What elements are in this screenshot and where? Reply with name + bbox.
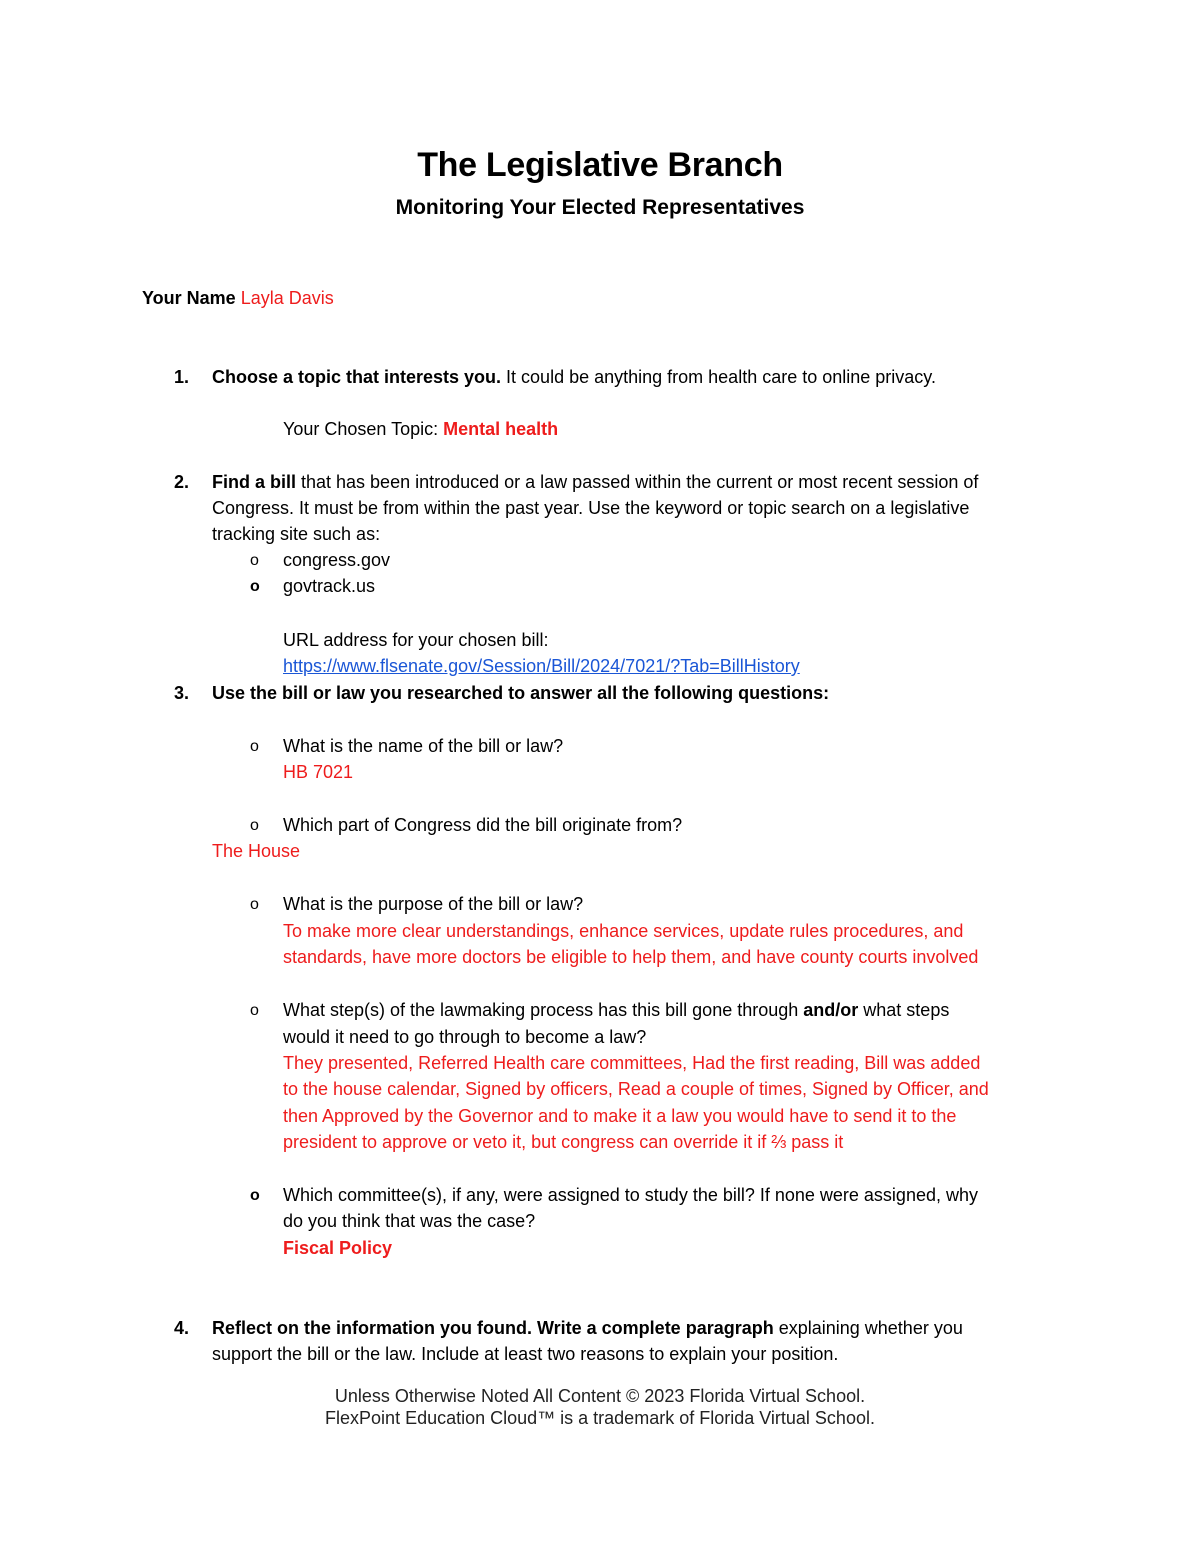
committee-question-line-2: do you think that was the case?	[283, 1211, 536, 1231]
purpose-answer-line-1: To make more clear understandings, enhance services, update rules procedures, and	[283, 921, 964, 941]
steps-answer-line-3: then Approved by the Governor and to make it a law you would have to send it to the	[283, 1106, 957, 1126]
bill-name-question: What is the name of the bill or law?	[283, 736, 564, 756]
topic-row	[283, 416, 558, 442]
question-4-line-2: support the bill or the law. Include at least two reasons to explain your position.	[212, 1344, 839, 1364]
url-label: URL address for your chosen bill:	[283, 630, 549, 650]
bullet-icon: o	[250, 578, 260, 595]
bullet-icon: o	[250, 1187, 260, 1204]
steps-question-line-2: would it need to go through to become a law?	[283, 1027, 647, 1047]
steps-question-part-a: What step(s) of the lawmaking process has this bill gone through	[283, 1000, 804, 1020]
question-4-bold: Reflect on the information you found. Write a complete paragraph	[212, 1318, 774, 1338]
question-3-number: 3.	[174, 683, 190, 703]
question-2-line-1	[212, 469, 978, 495]
question-4-number: 4.	[174, 1318, 190, 1338]
steps-question-line-1	[283, 997, 949, 1023]
steps-answer-line-1: They presented, Referred Health care committees, Had the first reading, Bill was added	[283, 1053, 981, 1073]
page-subtitle: Monitoring Your Elected Representatives	[395, 196, 805, 219]
question-2-line-1-text: that has been introduced or a law passed within the current or most recent session of	[296, 472, 979, 492]
steps-answer-line-4: president to approve or veto it, but congress can override it if ⅔ pass it	[283, 1132, 844, 1152]
question-2-number: 2.	[174, 472, 190, 492]
bullet-icon: o	[250, 552, 259, 569]
purpose-answer-line-2: standards, have more doctors be eligible to help them, and have county courts involved	[283, 947, 979, 967]
footer-trademark: FlexPoint Education Cloud™ is a trademark of Florida Virtual School.	[325, 1408, 875, 1428]
steps-question-andor: and/or	[803, 1000, 859, 1020]
name-label: Your Name	[142, 288, 236, 308]
question-1-text	[212, 364, 936, 390]
bill-url-link[interactable]: https://www.flsenate.gov/Session/Bill/2024/7021/?Tab=BillHistory	[283, 656, 800, 676]
question-4-line-1-text: explaining whether you	[773, 1318, 963, 1338]
purpose-question: What is the purpose of the bill or law?	[283, 894, 584, 914]
question-1-number: 1.	[174, 367, 190, 387]
topic-value: Mental health	[443, 419, 559, 439]
committee-question-line-1: Which committee(s), if any, were assigned to study the bill? If none were assigned, why	[283, 1185, 978, 1205]
committee-answer: Fiscal Policy	[283, 1238, 393, 1258]
question-2-bold: Find a bill	[212, 472, 296, 492]
question-3-heading: Use the bill or law you researched to answer all the following questions:	[212, 683, 830, 703]
question-2-line-3: tracking site such as:	[212, 524, 381, 544]
question-1-rest: It could be anything from health care to online privacy.	[501, 367, 936, 387]
origin-answer: The House	[212, 841, 301, 861]
steps-question-part-c: what steps	[858, 1000, 950, 1020]
origin-question: Which part of Congress did the bill originate from?	[283, 815, 683, 835]
question-4-line-1	[212, 1315, 963, 1341]
steps-answer-line-2: to the house calendar, Signed by officers, Read a couple of times, Signed by Officer, and	[283, 1079, 989, 1099]
bullet-icon: o	[250, 817, 259, 834]
topic-label: Your Chosen Topic:	[283, 419, 444, 439]
bullet-icon: o	[250, 738, 259, 755]
question-1-bold: Choose a topic that interests you.	[212, 367, 502, 387]
bullet-icon: o	[250, 1002, 259, 1019]
name-row	[142, 285, 334, 311]
bill-name-answer: HB 7021	[283, 762, 354, 782]
site-govtrack: govtrack.us	[283, 576, 376, 596]
bullet-icon: o	[250, 896, 259, 913]
name-value: Layla Davis	[240, 288, 334, 308]
page-title: The Legislative Branch	[417, 146, 783, 184]
question-2-line-2: Congress. It must be from within the past year. Use the keyword or topic search on a legislative	[212, 498, 970, 518]
footer-copyright: Unless Otherwise Noted All Content © 2023 Florida Virtual School.	[334, 1386, 866, 1406]
site-congress: congress.gov	[283, 550, 391, 570]
